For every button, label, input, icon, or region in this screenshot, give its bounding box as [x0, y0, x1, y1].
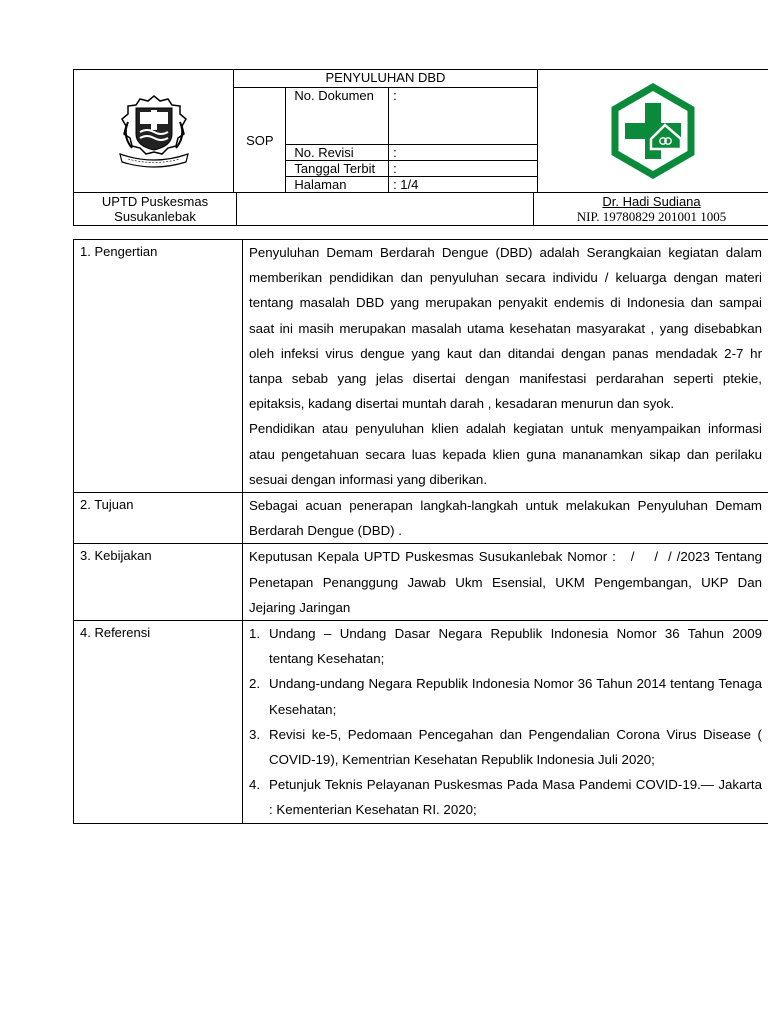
section-row-tujuan — [74, 493, 768, 544]
field-value-no-revisi: : — [389, 145, 538, 161]
section-content-kebijakan: Keputusan Kepala UPTD Puskesmas Susukanlebak Nomor : / / / /2023 Tentang Penetapan Penanggung Jawab Ukm Esensial, UKM Pengembangan, UKP Dan Jejaring Jaringan — [243, 544, 768, 621]
empty-middle-cell — [237, 193, 534, 226]
reference-list — [249, 621, 762, 823]
reference-number: 3. — [249, 726, 261, 742]
reference-item — [249, 621, 762, 671]
section-label-pengertian: 1. Pengertian — [74, 240, 243, 493]
reference-text: Petunjuk Teknis Pelayanan Puskesmas Pada Masa Pandemi COVID-19.— Jakarta : Kementerian Kesehatan RI. 2020; — [269, 777, 762, 818]
signatory-cell — [534, 193, 768, 226]
section-row-pengertian — [74, 240, 768, 493]
reference-number: 2. — [249, 676, 261, 692]
reference-item — [249, 722, 762, 772]
sop-header-table — [73, 69, 768, 193]
field-label-no-dokumen: No. Dokumen — [286, 88, 389, 145]
reference-text: Revisi ke-5, Pedomaan Pencegahan dan Pengendalian Corona Virus Disease ( COVID-19), Kementrian Kesehatan Republik Indonesia Juli 2020; — [269, 726, 762, 768]
field-value-tanggal-terbit: : — [389, 161, 538, 177]
right-logo-cell — [537, 70, 768, 193]
pengertian-paragraph-1: Penyuluhan Demam Berdarah Dengue (DBD) adalah Serangkaian kegiatan dalam memberikan pendidikan dan penyuluhan secara individu / keluarga dengan materi tentang masalah DBD yang merupakan penyakit endemis di Indonesia dan sampai saat ini masih merupakan masalah utama kesehatan masyarakat , yang disebabkan oleh infeksi virus dengue yang kaut dan ditandai dengan panas mendadak 2-7 hr tanpa sebab yang jelas disertai dengan manifestasi perdarahan seperti ptekie, epitaksis, kadang disertai muntah darah , kesadaran menurun dan syok. — [249, 245, 762, 412]
section-label-referensi: 4. Referensi — [74, 621, 243, 824]
organization-line2: Susukanlebak — [114, 209, 196, 224]
organization-cell — [74, 193, 237, 226]
section-content-pengertian — [243, 240, 768, 493]
section-row-kebijakan — [74, 544, 768, 621]
sop-label: SOP — [234, 88, 286, 193]
pengertian-paragraph-2: Pendidikan atau penyuluhan klien adalah kegiatan untuk menyampaikan informasi atau pengetahuan secara luas kepada klien guna mananamkan sikap dan perilaku sesuai dengan informasi yang diberikan. — [249, 421, 762, 487]
puskesmas-logo-icon — [605, 83, 701, 179]
section-label-kebijakan: 3. Kebijakan — [74, 544, 243, 621]
section-row-referensi — [74, 621, 768, 824]
reference-number: 1. — [249, 626, 261, 642]
reference-text: Undang-undang Negara Republik Indonesia Nomor 36 Tahun 2014 tentang Tenaga Kesehatan; — [269, 676, 762, 717]
field-value-no-dokumen: : — [389, 88, 538, 145]
sop-header-footer — [73, 192, 768, 226]
regency-crest-icon — [114, 92, 194, 170]
reference-number: 4. — [249, 777, 261, 793]
left-logo-cell — [74, 70, 234, 193]
signatory-name: Dr. Hadi Sudiana — [602, 194, 701, 209]
document-title: PENYULUHAN DBD — [234, 70, 537, 88]
organization-line1: UPTD Puskesmas — [101, 194, 209, 209]
reference-text: Undang – Undang Dasar Negara Republik Indonesia Nomor 36 Tahun 2009 tentang Kesehatan; — [269, 626, 762, 667]
field-value-halaman: : 1/4 — [389, 177, 538, 193]
reference-item — [249, 671, 762, 721]
signatory-nip: NIP. 19780829 201001 1005 — [576, 209, 727, 224]
reference-item — [249, 772, 762, 822]
field-label-tanggal-terbit: Tanggal Terbit — [286, 161, 389, 177]
section-label-tujuan: 2. Tujuan — [74, 493, 243, 544]
field-label-no-revisi: No. Revisi — [286, 145, 389, 161]
field-label-halaman: Halaman — [286, 177, 389, 193]
section-content-tujuan: Sebagai acuan penerapan langkah-langkah untuk melakukan Penyuluhan Demam Berdarah Dengue (DBD) . — [243, 493, 768, 544]
sop-content-table — [73, 239, 768, 824]
section-content-referensi — [243, 621, 768, 824]
